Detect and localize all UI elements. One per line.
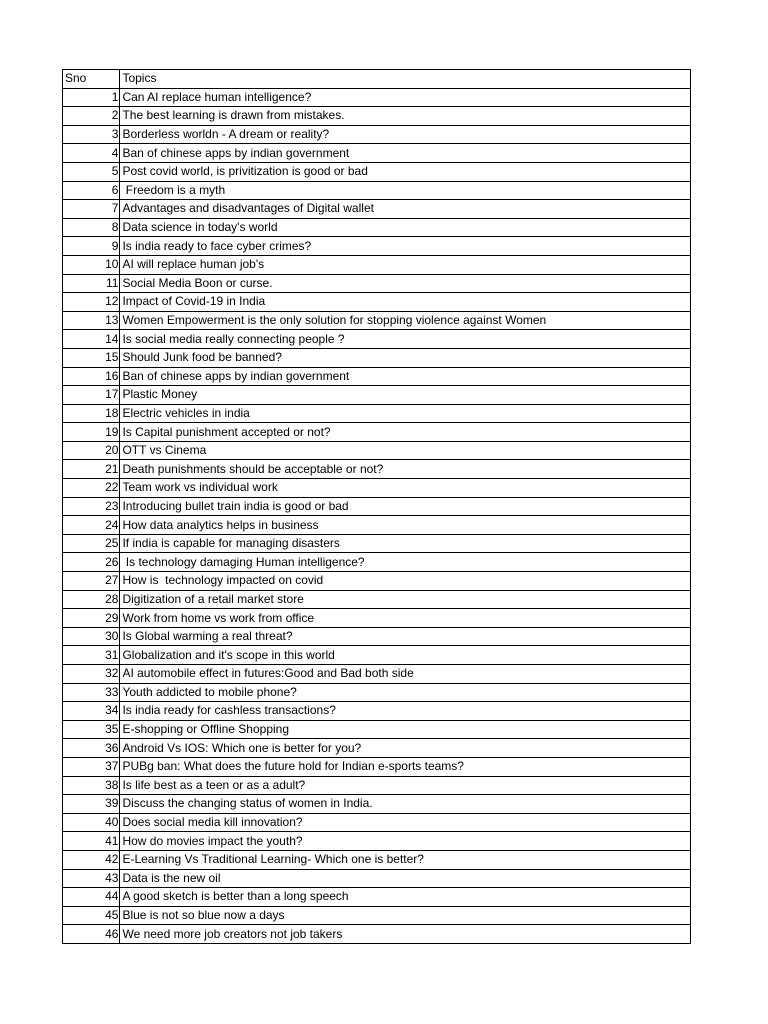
table-row bbox=[63, 534, 691, 553]
table-row bbox=[63, 683, 691, 702]
topic-cell[interactable]: Team work vs individual work bbox=[120, 479, 691, 498]
topic-cell[interactable]: How data analytics helps in business bbox=[120, 516, 691, 535]
topic-cell[interactable]: Does social media kill innovation? bbox=[120, 813, 691, 832]
topic-cell[interactable]: Discuss the changing status of women in India. bbox=[120, 795, 691, 814]
table-row bbox=[63, 888, 691, 907]
topic-cell[interactable]: Is india ready to face cyber crimes? bbox=[120, 237, 691, 256]
table-row bbox=[63, 125, 691, 144]
table-row bbox=[63, 479, 691, 498]
table-row bbox=[63, 423, 691, 442]
header-row bbox=[63, 70, 691, 89]
table-row bbox=[63, 795, 691, 814]
table-row bbox=[63, 739, 691, 758]
topic-cell[interactable]: E-Learning Vs Traditional Learning- Which one is better? bbox=[120, 850, 691, 869]
topics-table bbox=[62, 69, 691, 944]
sno-cell[interactable]: 34 bbox=[63, 702, 120, 721]
table-row bbox=[63, 776, 691, 795]
sno-cell[interactable]: 36 bbox=[63, 739, 120, 758]
sno-cell[interactable]: 41 bbox=[63, 832, 120, 851]
topic-cell[interactable]: Is india ready for cashless transactions? bbox=[120, 702, 691, 721]
topic-cell[interactable]: Can AI replace human intelligence? bbox=[120, 88, 691, 107]
topic-cell[interactable]: Work from home vs work from office bbox=[120, 609, 691, 628]
sno-cell[interactable]: 13 bbox=[63, 311, 120, 330]
sno-cell[interactable]: 15 bbox=[63, 348, 120, 367]
sno-cell[interactable]: 39 bbox=[63, 795, 120, 814]
sno-cell[interactable]: 24 bbox=[63, 516, 120, 535]
table-row bbox=[63, 293, 691, 312]
table-body bbox=[63, 88, 691, 943]
sno-cell[interactable]: 26 bbox=[63, 553, 120, 572]
topic-cell[interactable]: Plastic Money bbox=[120, 386, 691, 405]
sno-cell[interactable]: 45 bbox=[63, 906, 120, 925]
table-row bbox=[63, 832, 691, 851]
table-row bbox=[63, 237, 691, 256]
topic-cell[interactable]: E-shopping or Offline Shopping bbox=[120, 720, 691, 739]
topic-cell[interactable]: Ban of chinese apps by indian government bbox=[120, 367, 691, 386]
sno-cell[interactable]: 4 bbox=[63, 144, 120, 163]
sno-cell[interactable]: 2 bbox=[63, 107, 120, 126]
topic-cell[interactable]: Globalization and it's scope in this world bbox=[120, 646, 691, 665]
topic-cell[interactable]: AI will replace human job's bbox=[120, 255, 691, 274]
table-row bbox=[63, 906, 691, 925]
table-row bbox=[63, 311, 691, 330]
table-row bbox=[63, 757, 691, 776]
sno-cell[interactable]: 3 bbox=[63, 125, 120, 144]
table-row bbox=[63, 460, 691, 479]
topic-cell[interactable]: Advantages and disadvantages of Digital wallet bbox=[120, 200, 691, 219]
sno-cell[interactable]: 20 bbox=[63, 441, 120, 460]
topic-cell[interactable]: Blue is not so blue now a days bbox=[120, 906, 691, 925]
table-row bbox=[63, 497, 691, 516]
table-row bbox=[63, 553, 691, 572]
topic-cell[interactable]: AI automobile effect in futures:Good and Bad both side bbox=[120, 665, 691, 684]
topic-cell[interactable]: Youth addicted to mobile phone? bbox=[120, 683, 691, 702]
table-row bbox=[63, 609, 691, 628]
table-row bbox=[63, 88, 691, 107]
sno-cell[interactable]: 14 bbox=[63, 330, 120, 349]
sno-cell[interactable]: 1 bbox=[63, 88, 120, 107]
table-row bbox=[63, 386, 691, 405]
table-row bbox=[63, 348, 691, 367]
sno-cell[interactable]: 18 bbox=[63, 404, 120, 423]
topic-cell[interactable]: Should Junk food be banned? bbox=[120, 348, 691, 367]
topic-cell[interactable]: PUBg ban: What does the future hold for Indian e-sports teams? bbox=[120, 757, 691, 776]
table-row bbox=[63, 144, 691, 163]
sno-cell[interactable]: 21 bbox=[63, 460, 120, 479]
topic-cell[interactable]: We need more job creators not job takers bbox=[120, 925, 691, 944]
sno-cell[interactable]: 17 bbox=[63, 386, 120, 405]
table-row bbox=[63, 162, 691, 181]
table-row bbox=[63, 646, 691, 665]
sno-cell[interactable]: 42 bbox=[63, 850, 120, 869]
topic-cell[interactable]: The best learning is drawn from mistakes. bbox=[120, 107, 691, 126]
topic-cell[interactable]: Social Media Boon or curse. bbox=[120, 274, 691, 293]
sno-cell[interactable]: 22 bbox=[63, 479, 120, 498]
header-sno[interactable]: Sno bbox=[63, 70, 120, 89]
topic-cell[interactable]: OTT vs Cinema bbox=[120, 441, 691, 460]
sno-cell[interactable]: 32 bbox=[63, 665, 120, 684]
table-row bbox=[63, 274, 691, 293]
table-row bbox=[63, 869, 691, 888]
table-row bbox=[63, 330, 691, 349]
table-row bbox=[63, 925, 691, 944]
topic-cell[interactable]: Borderless worldn - A dream or reality? bbox=[120, 125, 691, 144]
table-row bbox=[63, 404, 691, 423]
topic-cell[interactable]: Post covid world, is privitization is good or bad bbox=[120, 162, 691, 181]
sno-cell[interactable]: 28 bbox=[63, 590, 120, 609]
table-row bbox=[63, 516, 691, 535]
table-row bbox=[63, 720, 691, 739]
table-row bbox=[63, 107, 691, 126]
table-row bbox=[63, 850, 691, 869]
topic-cell[interactable]: Is social media really connecting people ? bbox=[120, 330, 691, 349]
topic-cell[interactable]: How do movies impact the youth? bbox=[120, 832, 691, 851]
topic-cell[interactable]: Is Global warming a real threat? bbox=[120, 627, 691, 646]
sno-cell[interactable]: 44 bbox=[63, 888, 120, 907]
sno-cell[interactable]: 10 bbox=[63, 255, 120, 274]
topic-cell[interactable]: Introducing bullet train india is good or bad bbox=[120, 497, 691, 516]
topic-cell[interactable]: Digitization of a retail market store bbox=[120, 590, 691, 609]
sno-cell[interactable]: 8 bbox=[63, 218, 120, 237]
sno-cell[interactable]: 23 bbox=[63, 497, 120, 516]
sno-cell[interactable]: 31 bbox=[63, 646, 120, 665]
topic-cell[interactable]: A good sketch is better than a long speech bbox=[120, 888, 691, 907]
table-row bbox=[63, 441, 691, 460]
topic-cell[interactable]: If india is capable for managing disasters bbox=[120, 534, 691, 553]
sno-cell[interactable]: 7 bbox=[63, 200, 120, 219]
sno-cell[interactable]: 25 bbox=[63, 534, 120, 553]
sno-cell[interactable]: 11 bbox=[63, 274, 120, 293]
sno-cell[interactable]: 27 bbox=[63, 572, 120, 591]
table-row bbox=[63, 572, 691, 591]
table-row bbox=[63, 255, 691, 274]
topic-cell[interactable]: Android Vs IOS: Which one is better for you? bbox=[120, 739, 691, 758]
sno-cell[interactable]: 19 bbox=[63, 423, 120, 442]
topic-cell[interactable]: How is technology impacted on covid bbox=[120, 572, 691, 591]
topic-cell[interactable]: Death punishments should be acceptable or not? bbox=[120, 460, 691, 479]
sno-cell[interactable]: 43 bbox=[63, 869, 120, 888]
topic-cell[interactable]: Is Capital punishment accepted or not? bbox=[120, 423, 691, 442]
sno-cell[interactable]: 46 bbox=[63, 925, 120, 944]
sno-cell[interactable]: 35 bbox=[63, 720, 120, 739]
table-row bbox=[63, 813, 691, 832]
table-row bbox=[63, 590, 691, 609]
table-row bbox=[63, 702, 691, 721]
table-row bbox=[63, 218, 691, 237]
topic-cell[interactable]: Is technology damaging Human intelligence? bbox=[120, 553, 691, 572]
sno-cell[interactable]: 16 bbox=[63, 367, 120, 386]
sno-cell[interactable]: 37 bbox=[63, 757, 120, 776]
topic-cell[interactable]: Freedom is a myth bbox=[120, 181, 691, 200]
topic-cell[interactable]: Electric vehicles in india bbox=[120, 404, 691, 423]
topic-cell[interactable]: Data science in today's world bbox=[120, 218, 691, 237]
topic-cell[interactable]: Is life best as a teen or as a adult? bbox=[120, 776, 691, 795]
sno-cell[interactable]: 6 bbox=[63, 181, 120, 200]
topic-cell[interactable]: Data is the new oil bbox=[120, 869, 691, 888]
table-row bbox=[63, 181, 691, 200]
sno-cell[interactable]: 29 bbox=[63, 609, 120, 628]
table-row bbox=[63, 200, 691, 219]
table-row bbox=[63, 367, 691, 386]
sno-cell[interactable]: 12 bbox=[63, 293, 120, 312]
sno-cell[interactable]: 38 bbox=[63, 776, 120, 795]
topic-cell[interactable]: Impact of Covid-19 in India bbox=[120, 293, 691, 312]
sno-cell[interactable]: 30 bbox=[63, 627, 120, 646]
header-topics[interactable]: Topics bbox=[120, 70, 691, 89]
sno-cell[interactable]: 9 bbox=[63, 237, 120, 256]
topic-cell[interactable]: Women Empowerment is the only solution for stopping violence against Women bbox=[120, 311, 691, 330]
sno-cell[interactable]: 33 bbox=[63, 683, 120, 702]
table-row bbox=[63, 627, 691, 646]
topic-cell[interactable]: Ban of chinese apps by indian government bbox=[120, 144, 691, 163]
sno-cell[interactable]: 40 bbox=[63, 813, 120, 832]
table-row bbox=[63, 665, 691, 684]
sno-cell[interactable]: 5 bbox=[63, 162, 120, 181]
